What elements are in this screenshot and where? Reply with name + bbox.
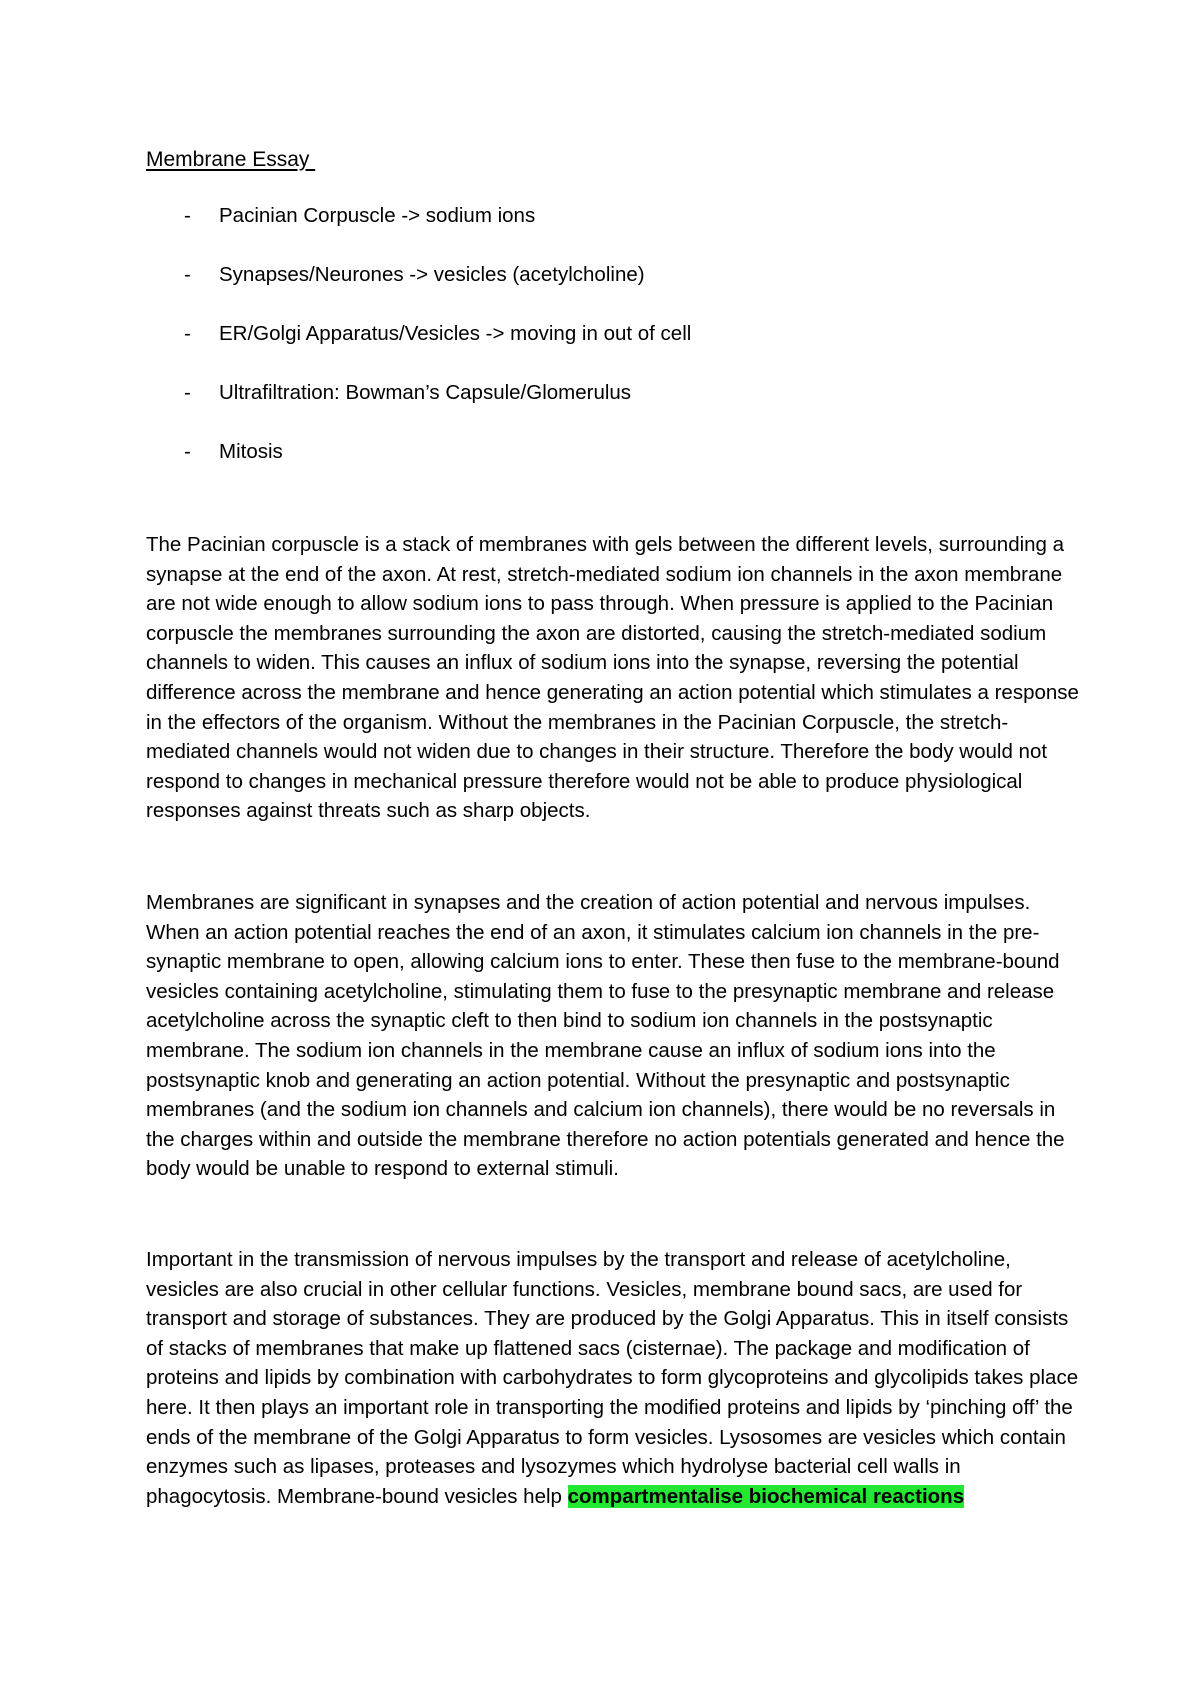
paragraph-synapses — [146, 888, 1081, 1184]
highlighted-text: compartmentalise biochemical reactions — [567, 1484, 965, 1508]
paragraph-text: Important in the transmission of nervous impulses by the transport and release of acetylcholine, vesicles are also crucial in other cellular functions. Vesicles, membrane bound sacs, are used for transport and storage of substances. They are produced by the Golgi Apparatus. This in itself consists of stacks of membranes that make up flattened sacs (cisternae). The package and modification of proteins and lipids by combination with carbohydrates to form glycoproteins and glycolipids takes place here. It then plays an important role in transporting the modified proteins and lipids by ‘pinching off’ the ends of the membrane of the Golgi Apparatus to form vesicles. Lysosomes are vesicles which contain enzymes such as lipases, proteases and lysozymes which hydrolyse bacterial cell walls in phagocytosis. Membrane-bound vesicles help — [146, 1248, 1079, 1508]
bullet-marker: - — [184, 322, 191, 345]
bullet-marker: - — [184, 204, 191, 227]
bullet-marker: - — [184, 440, 191, 463]
bullet-text: Ultrafiltration: Bowman’s Capsule/Glomerulus — [219, 381, 632, 404]
bullet-text: ER/Golgi Apparatus/Vesicles -> moving in out of cell — [219, 322, 692, 345]
bullet-marker: - — [184, 263, 191, 286]
list-item — [184, 204, 691, 263]
bullet-text: Pacinian Corpuscle -> sodium ions — [219, 204, 536, 227]
paragraph-text: The Pacinian corpuscle is a stack of membranes with gels between the different levels, surrounding a synapse at the end of the axon. At rest, stretch-mediated sodium ion channels in the axon membrane are not wide enough to allow sodium ions to pass through. When pressure is applied to the Pacinian corpuscle the membranes surrounding the axon are distorted, causing the stretch-mediated sodium channels to widen. This causes an influx of sodium ions into the synapse, reversing the potential difference across the membrane and hence generating an action potential which stimulates a response in the effectors of the organism. Without the membranes in the Pacinian Corpuscle, the stretch-mediated channels would not widen due to changes in their structure. Therefore the body would not respond to changes in mechanical pressure therefore would not be able to produce physiological responses against threats such as sharp objects. — [146, 533, 1079, 823]
list-item — [184, 322, 691, 381]
bullet-marker: - — [184, 381, 191, 404]
document-title: Membrane Essay — [146, 148, 316, 171]
paragraph-text: Membranes are significant in synapses and the creation of action potential and nervous impulses. When an action potential reaches the end of an axon, it stimulates calcium ion channels in the pre-synaptic membrane to open, allowing calcium ions to enter. These then fuse to the membrane-bound vesicles containing acetylcholine, stimulating them to fuse to the presynaptic membrane and release acetylcholine across the synaptic cleft to then bind to sodium ion channels in the postsynaptic membrane. The sodium ion channels in the membrane cause an influx of sodium ions into the postsynaptic knob and generating an action potential. Without the presynaptic and postsynaptic membranes (and the sodium ion channels and calcium ion channels), there would be no reversals in the charges within and outside the membrane therefore no action potentials generated and hence the body would be unable to respond to external stimuli. — [146, 891, 1065, 1181]
bullet-text: Synapses/Neurones -> vesicles (acetylcholine) — [219, 263, 645, 286]
list-item — [184, 440, 691, 499]
paragraph-text-container — [146, 1245, 1081, 1511]
bullet-list — [184, 204, 691, 499]
list-item — [184, 381, 691, 440]
list-item — [184, 263, 691, 322]
paragraph-vesicles — [146, 1245, 1081, 1511]
paragraph-pacinian — [146, 530, 1081, 826]
bullet-text: Mitosis — [219, 440, 283, 463]
